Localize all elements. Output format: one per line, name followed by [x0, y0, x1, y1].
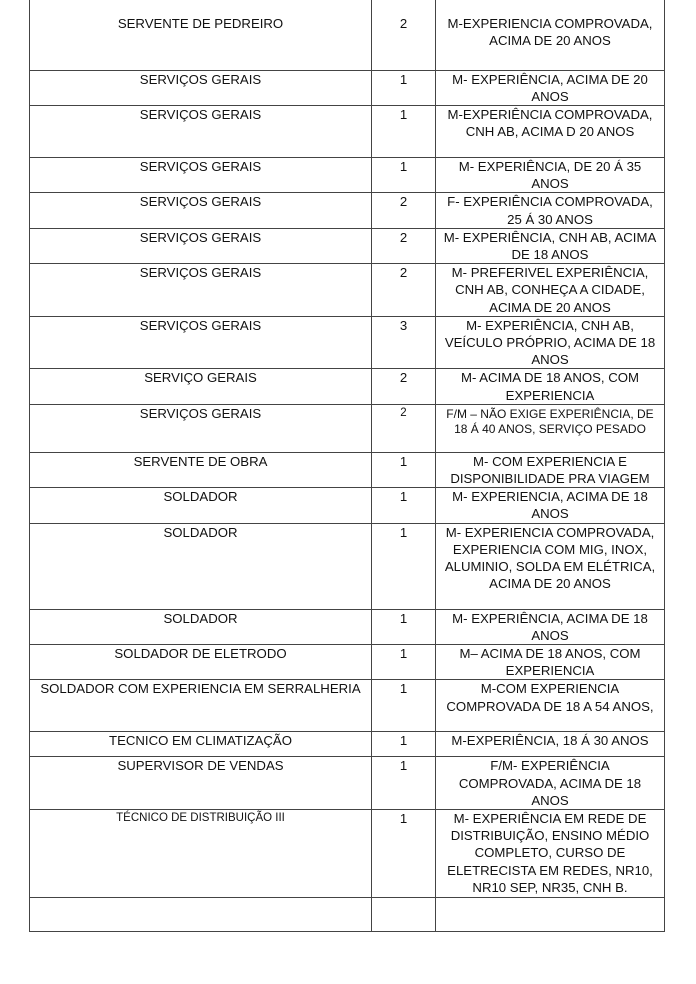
requirements-cell: M- EXPERIENCIA, ACIMA DE 18 ANOS — [436, 488, 665, 523]
role-cell: SOLDADOR COM EXPERIENCIA EM SERRALHERIA — [30, 680, 372, 732]
requirements-cell: F- EXPERIÊNCIA COMPROVADA, 25 Á 30 ANOS — [436, 193, 665, 228]
table-row — [30, 105, 665, 157]
requirements-cell: M- EXPERIÊNCIA, CNH AB, VEÍCULO PRÓPRIO, ACIMA DE 18 ANOS — [436, 316, 665, 369]
quantity-cell: 1 — [372, 680, 436, 732]
requirements-cell: M- EXPERIÊNCIA, ACIMA DE 20 ANOS — [436, 70, 665, 105]
quantity-cell: 1 — [372, 452, 436, 487]
requirements-cell: M-EXPERIENCIA COMPROVADA, ACIMA DE 20 ANOS — [436, 0, 665, 70]
role-cell: TÉCNICO DE DISTRIBUIÇÃO III — [30, 809, 372, 897]
role-cell: SOLDADOR — [30, 488, 372, 523]
role-cell: SOLDADOR — [30, 609, 372, 644]
requirements-cell: M- COM EXPERIENCIA E DISPONIBILIDADE PRA VIAGEM — [436, 452, 665, 487]
table-row — [30, 264, 665, 317]
job-vacancies-table — [29, 0, 665, 932]
requirements-cell: M-COM EXPERIENCIA COMPROVADA DE 18 A 54 ANOS, — [436, 680, 665, 732]
role-cell: SERVENTE DE OBRA — [30, 452, 372, 487]
quantity-cell: 3 — [372, 316, 436, 369]
requirements-cell: M- EXPERIENCIA COMPROVADA, EXPERIENCIA COM MIG, INOX, ALUMINIO, SOLDA EM ELÉTRICA, ACIMA DE 20 ANOS — [436, 523, 665, 609]
role-cell: SERVIÇOS GERAIS — [30, 228, 372, 263]
requirements-cell: M- EXPERIÊNCIA, CNH AB, ACIMA DE 18 ANOS — [436, 228, 665, 263]
quantity-cell — [372, 897, 436, 931]
quantity-cell: 1 — [372, 488, 436, 523]
table-row — [30, 644, 665, 679]
quantity-cell: 1 — [372, 809, 436, 897]
table-row — [30, 0, 665, 70]
quantity-cell: 2 — [372, 193, 436, 228]
requirements-cell: M- EXPERIÊNCIA, ACIMA DE 18 ANOS — [436, 609, 665, 644]
role-cell: SERVENTE DE PEDREIRO — [30, 0, 372, 70]
role-cell: SOLDADOR DE ELETRODO — [30, 644, 372, 679]
table-row — [30, 193, 665, 228]
quantity-cell: 1 — [372, 644, 436, 679]
role-cell: SERVIÇOS GERAIS — [30, 193, 372, 228]
requirements-cell — [436, 897, 665, 931]
table-row — [30, 757, 665, 810]
requirements-cell: F/M- EXPERIÊNCIA COMPROVADA, ACIMA DE 18 ANOS — [436, 757, 665, 810]
table-row — [30, 609, 665, 644]
table-row — [30, 809, 665, 897]
quantity-cell: 2 — [372, 404, 436, 452]
role-cell: SERVIÇOS GERAIS — [30, 70, 372, 105]
quantity-cell: 1 — [372, 523, 436, 609]
table-row — [30, 523, 665, 609]
requirements-cell: M-EXPERIÊNCIA COMPROVADA, CNH AB, ACIMA D 20 ANOS — [436, 105, 665, 157]
table-row — [30, 316, 665, 369]
table-row — [30, 680, 665, 732]
role-cell: SUPERVISOR DE VENDAS — [30, 757, 372, 810]
role-cell: SERVIÇOS GERAIS — [30, 404, 372, 452]
quantity-cell: 1 — [372, 157, 436, 192]
table-row — [30, 157, 665, 192]
requirements-cell: M- PREFERIVEL EXPERIÊNCIA, CNH AB, CONHEÇA A CIDADE, ACIMA DE 20 ANOS — [436, 264, 665, 317]
quantity-cell: 1 — [372, 70, 436, 105]
requirements-cell: M- ACIMA DE 18 ANOS, COM EXPERIENCIA — [436, 369, 665, 404]
table-row — [30, 897, 665, 931]
quantity-cell: 2 — [372, 228, 436, 263]
role-cell: SERVIÇOS GERAIS — [30, 316, 372, 369]
role-cell: SERVIÇOS GERAIS — [30, 105, 372, 157]
role-cell: SOLDADOR — [30, 523, 372, 609]
table-row — [30, 452, 665, 487]
role-cell: SERVIÇOS GERAIS — [30, 264, 372, 317]
requirements-cell: M– ACIMA DE 18 ANOS, COM EXPERIENCIA — [436, 644, 665, 679]
role-cell: TECNICO EM CLIMATIZAÇÃO — [30, 732, 372, 757]
requirements-cell: F/M – NÃO EXIGE EXPERIÊNCIA, DE 18 Á 40 ANOS, SERVIÇO PESADO — [436, 404, 665, 452]
table-row — [30, 404, 665, 452]
requirements-cell: M- EXPERIÊNCIA EM REDE DE DISTRIBUIÇÃO, ENSINO MÉDIO COMPLETO, CURSO DE ELETRECISTA EM REDES, NR10, NR10 SEP, NR35, CNH B. — [436, 809, 665, 897]
role-cell: SERVIÇO GERAIS — [30, 369, 372, 404]
table-row — [30, 732, 665, 757]
table-body — [30, 0, 665, 931]
quantity-cell: 1 — [372, 105, 436, 157]
table-row — [30, 488, 665, 523]
table-row — [30, 369, 665, 404]
quantity-cell: 2 — [372, 264, 436, 317]
quantity-cell: 2 — [372, 369, 436, 404]
quantity-cell: 1 — [372, 757, 436, 810]
requirements-cell: M- EXPERIÊNCIA, DE 20 Á 35 ANOS — [436, 157, 665, 192]
role-cell — [30, 897, 372, 931]
table-row — [30, 228, 665, 263]
role-cell: SERVIÇOS GERAIS — [30, 157, 372, 192]
quantity-cell: 1 — [372, 609, 436, 644]
table-row — [30, 70, 665, 105]
quantity-cell: 1 — [372, 732, 436, 757]
quantity-cell: 2 — [372, 0, 436, 70]
requirements-cell: M-EXPERIÊNCIA, 18 Á 30 ANOS — [436, 732, 665, 757]
